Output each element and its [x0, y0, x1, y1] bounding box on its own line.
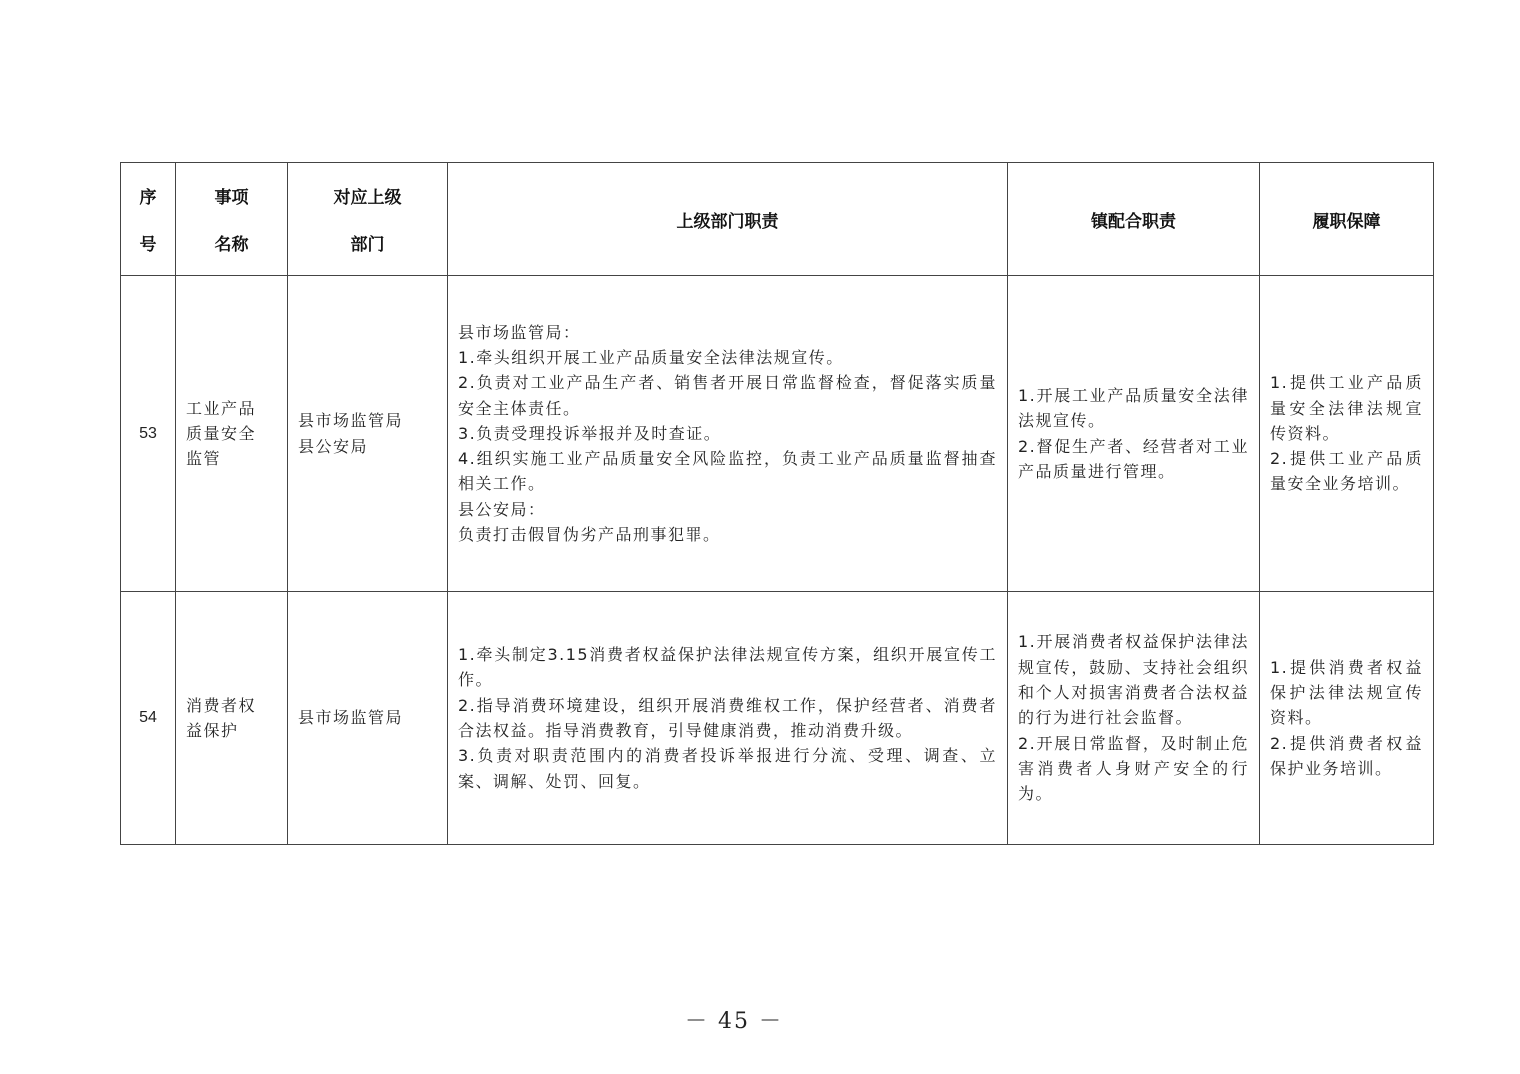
duty-line: 2.开展日常监督，及时制止危害消费者人身财产安全的行为。 — [1018, 733, 1249, 804]
duty-line: 1.牵头制定3.15消费者权益保护法律法规宣传方案，组织开展宣传工作。 — [458, 645, 997, 690]
dept-line: 县市场监管局 — [298, 411, 404, 431]
header-upper-duty: 上级部门职责 — [448, 163, 1008, 276]
guarantee-line: 2.提供消费者权益保护业务培训。 — [1270, 733, 1423, 778]
upper-duty-cell — [448, 592, 1008, 845]
upper-duty-cell — [448, 276, 1008, 592]
guarantee-line: 2.提供工业产品质量安全业务培训。 — [1270, 449, 1423, 494]
duty-line: 3.负责受理投诉举报并及时查证。 — [458, 423, 722, 443]
item-name-cell — [176, 276, 288, 592]
header-dept — [288, 163, 448, 276]
dept-cell — [288, 592, 448, 845]
item-name-line: 质量安全 — [186, 423, 257, 443]
header-seq-line2: 号 — [139, 235, 157, 254]
duty-line: 1.牵头组织开展工业产品质量安全法律法规宣传。 — [458, 347, 844, 367]
duty-line: 1.开展消费者权益保护法律法规宣传，鼓励、支持社会组织和个人对损害消费者合法权益的行为进行社会监督。 — [1018, 632, 1249, 728]
duty-line: 2.负责对工业产品生产者、销售者开展日常监督检查，督促落实质量安全主体责任。 — [458, 373, 997, 418]
item-name-cell — [176, 592, 288, 845]
duty-line: 县公安局： — [458, 499, 546, 519]
header-item-line1: 事项 — [214, 188, 249, 207]
town-duty-cell — [1008, 592, 1260, 845]
header-dept-line1: 对应上级 — [333, 188, 402, 207]
dept-cell — [288, 276, 448, 592]
header-row — [121, 163, 1434, 276]
item-name-line: 工业产品 — [186, 398, 257, 418]
row-number: 54 — [121, 592, 176, 845]
table-row — [121, 276, 1434, 592]
duty-line: 3.负责对职责范围内的消费者投诉举报进行分流、受理、调查、立案、调解、处罚、回复。 — [458, 746, 997, 791]
duty-line: 4.组织实施工业产品质量安全风险监控，负责工业产品质量监督抽查相关工作。 — [458, 449, 997, 494]
duty-line: 1.开展工业产品质量安全法律法规宣传。 — [1018, 385, 1249, 431]
page-number: － 45 － — [685, 1009, 783, 1034]
guarantee-line: 1.提供消费者权益保护法律法规宣传资料。 — [1270, 657, 1423, 728]
header-seq — [121, 163, 176, 276]
header-seq-line1: 序 — [139, 188, 157, 207]
header-item-name — [176, 163, 288, 276]
header-town-duty: 镇配合职责 — [1008, 163, 1260, 276]
item-name-line: 消费者权 — [186, 695, 257, 715]
dept-line: 县公安局 — [298, 436, 369, 456]
duty-table — [120, 162, 1434, 845]
item-name-line: 益保护 — [186, 721, 239, 740]
duty-line: 县市场监管局： — [458, 322, 581, 342]
header-guarantee: 履职保障 — [1260, 163, 1434, 276]
guarantee-line: 1.提供工业产品质量安全法律法规宣传资料。 — [1270, 373, 1423, 443]
header-item-line2: 名称 — [214, 235, 249, 254]
guarantee-cell — [1260, 592, 1434, 845]
duty-line: 2.督促生产者、经营者对工业产品质量进行管理。 — [1018, 436, 1249, 481]
item-name-line: 监管 — [186, 449, 222, 469]
guarantee-cell — [1260, 276, 1434, 592]
dept-line: 县市场监管局 — [298, 708, 404, 728]
duty-line: 负责打击假冒伪劣产品刑事犯罪。 — [458, 525, 721, 545]
row-number: 53 — [121, 276, 176, 592]
header-dept-line2: 部门 — [350, 235, 385, 254]
duty-line: 2.指导消费环境建设，组织开展消费维权工作，保护经营者、消费者合法权益。指导消费教育，引导健康消费，推动消费升级。 — [458, 695, 997, 740]
town-duty-cell — [1008, 276, 1260, 592]
table-row — [121, 592, 1434, 845]
